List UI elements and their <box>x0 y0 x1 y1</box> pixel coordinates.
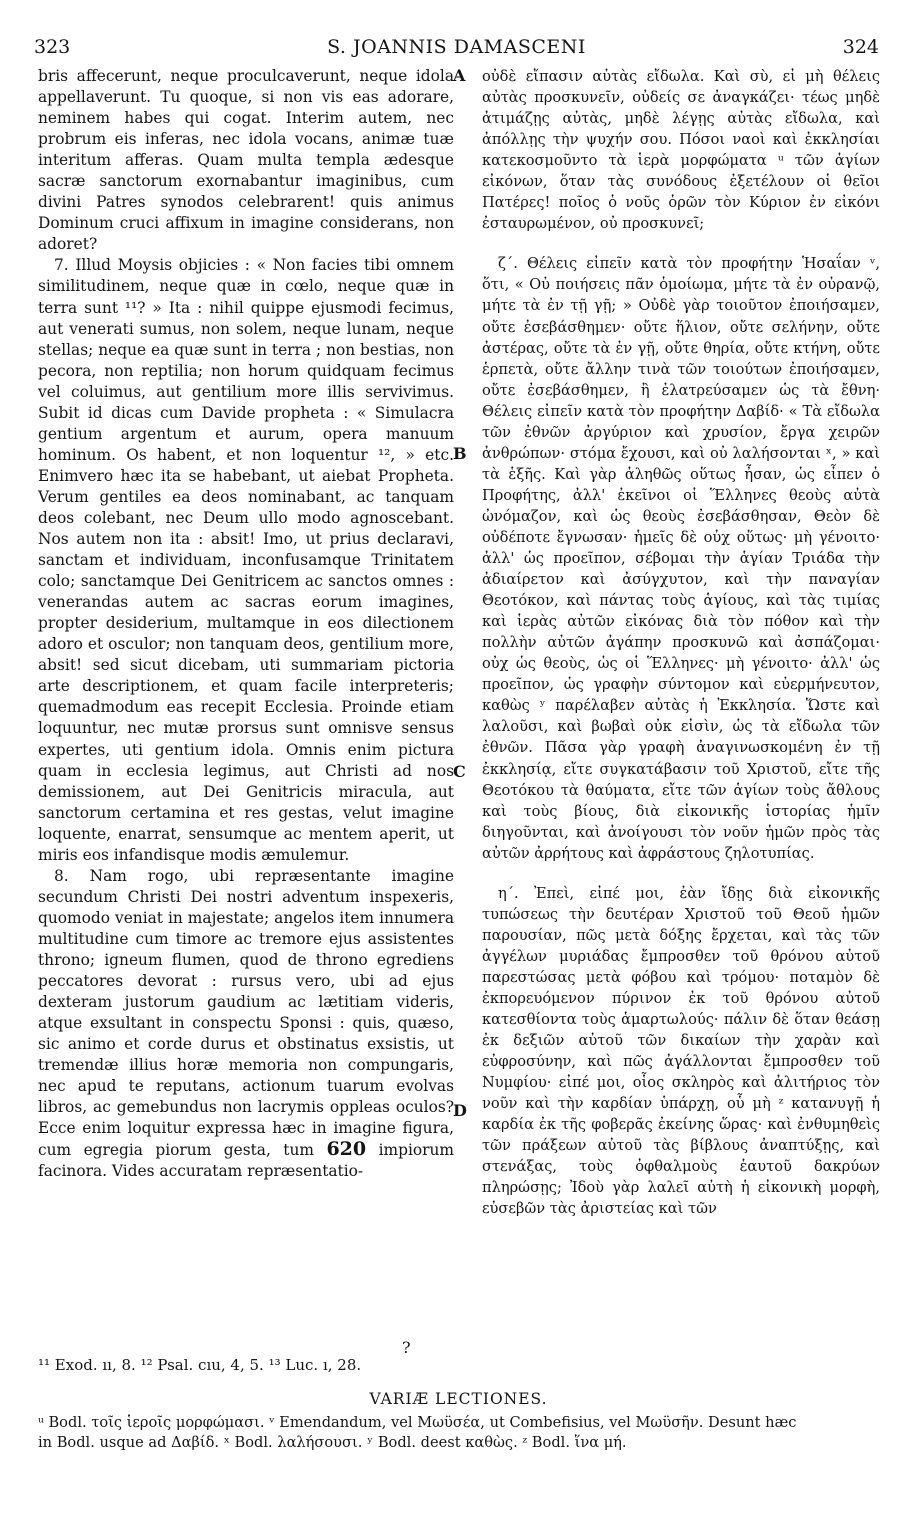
latin-paragraph-2: 7. Illud Moysis objicies : « Non facies tibi omnem similitudinem, neque quæ in cœlo, neque quæ in terra sunt ¹¹? » Ita : nihil quippe ejusmodi fecimus, aut venerati sumus, non solem, neque lunam, neque stellas; neque ea quæ sunt in terra ; non bestias, non pecora, non reptilia; non horum quidquam fecimus vel coluimus, aut gentilium more illis servivimus. Subit id dicas cum Davide propheta : « Simulacra gentium argentum et aurum, opera manuum hominum. Os habent, et non loquentur ¹², » etc. Enimvero hæc ita se habebant, ut aiebat Propheta. Verum gentiles ea deos nominabant, ac tanquam deos colebant, nec Deum ullo modo agnoscebant. Nos autem non ita : absit! Imo, ut prius declaravi, sanctam et individuam, inconfusamque Trinitatem colo; sanctamque Dei Genitricem ac sanctos omnes : venerandas autem ac sacras eorum imagines, propter desiderium, multamque in eos dilectionem adoro et osculor; non tanquam deos, gentilium more, absit! sed sicut dicebam, uti summariam pictoria arte descriptionem, et quam facile interpreteris; quemadmodum eas recepit Ecclesia. Proinde etiam loquuntur, nec mutæ prorsus sunt omnisve sensus expertes, uti gentium idola. Omnis enim pictura quam in ecclesia legimus, aut Christi ad nos demissionem, aut Dei Genitricis miracula, aut sanctorum certamina et res gestas, velut imagine loquente, enarrat, sensumque ac mentem aperit, ut miris eos infandisque modis æmulemur. <box>38 256 454 864</box>
margin-letter-c: C <box>453 762 466 781</box>
page-number-right: 324 <box>842 36 879 58</box>
greek-paragraph-3: η΄. Ἐπεὶ, εἰπέ μοι, ἐὰν ἴδῃς διὰ εἰκονικῆς τυπώσεως τὴν δευτέραν Χριστοῦ τοῦ Θεοῦ ἡμῶν παρουσίαν, πῶς μετὰ δόξης ἔρχεται, καὶ τὰς τῶν ἀγγέλων μυριάδας ἔμπροσθεν τοῦ θρόνου αὐτοῦ παρεστώσας μετὰ φόβου καὶ τρόμου· ποταμὸν δὲ ἐκπορευόμενον πύρινον ἐκ τοῦ θρόνου αὐτοῦ κατεσθίοντα τοὺς ἁμαρτωλούς· πάλιν δὲ ὅταν θεάσῃ ἐκ δεξιῶν αὐτοῦ τῶν δικαίων τὴν χαρὰν καὶ εὐφροσύνην, καὶ πῶς ἀγάλλονται ἔμπροσθεν τοῦ Νυμφίου· εἰπέ μοι, οἷος σκληρὸς καὶ ἀλιτήριος τὸν νοῦν καὶ τὴν καρδίαν ὑπάρχῃ, οὗ μὴ ᶻ κατανυγῇ ἡ καρδία ἐκ τῆς φοβερᾶς ἐκείνης ὥρας· καὶ ἐνθυμηθεὶς τῶν πράξεων αὐτοῦ τὰς βίβλους ἀναπτύξῃς, καὶ στενάξας, τοὺς ὀφθαλμοὺς ἑαυτοῦ δακρύων πληρώσῃς; Ἰδοὺ γὰρ λαλεῖ αὐτὴ ἡ εἰκονικὴ μορφὴ, εὐσεβῶν τὰς ἀριστείας καὶ τῶν <box>482 884 880 1218</box>
running-title: S. JOANNIS DAMASCENI <box>327 36 586 58</box>
greek-paragraph-1: οὐδὲ εἴπασιν αὐτὰς εἴδωλα. Καὶ σὺ, εἰ μὴ θέλεις αὐτὰς προσκυνεῖν, οὐδείς σε ἀναγκάζει· τέως μηδὲ ἀτιμάζῃς αὐτὰς, μηδὲ λέγῃς αὐτὰς εἴδωλα, καὶ ἀπόλλῃς τὴν ψυχήν σου. Πόσοι ναοὶ καὶ ἐκκλησίαι κατεκοσμοῦντο τὰ ἱερὰ μορφώματα ᵘ τῶν ἁγίων εἰκόνων, ὅταν τὰς συνόδους ἐξετέλουν οἱ θεῖοι Πατέρες! ποῖος ὁ νοῦς ὁρῶν τὸν Κύριον ἐν εἰκόνι ἐσταυρωμένον, οὐ προσκυνεῖ; <box>482 68 880 233</box>
greek-column <box>482 66 880 1219</box>
latin-paragraph-3-end: impiorum facinora. Vides accuratam repræsentatio- <box>38 1141 454 1181</box>
question-mark: ? <box>402 1338 411 1357</box>
latin-paragraph-1: bris affecerunt, neque proculcaverunt, neque idola appellaverunt. Tu quoque, si non vis eas adorare, neminem habes qui cogat. Interim autem, nec probrum eis inferas, nec idola vocans, animæ tuæ interitum afferas. Quam multa templa ædesque sacræ sanctorum exornabantur imaginibus, cum divini Patres synodos celebrarent! quis animus Dominum cruci affixum in imagine considerans, non adoret? <box>38 67 454 254</box>
footnotes: ¹¹ Exod. ıı, 8. ¹² Psal. cıu, 4, 5. ¹³ Luc. ı, 28. <box>38 1356 362 1374</box>
greek-paragraph-2: ζ΄. Θέλεις εἰπεῖν κατὰ τὸν προφήτην Ἡσαΐαν ᵛ, ὅτι, « Οὐ ποιήσεις πᾶν ὁμοίωμα, μήτε τὰ ἐν οὐρανῷ, μήτε τὰ ἐν τῇ γῇ; » Οὐδὲ γὰρ τοιοῦτον ἐποιήσαμεν, οὔτε ἐσεβάσθημεν· οὔτε ἥλιον, οὔτε σελήνην, οὔτε ἀστέρας, οὔτε τὰ ἐν γῇ, οὔτε θηρία, οὔτε κτήνη, οὔτε ἑρπετὰ, οὔτε ἄλλην τινὰ τῶν τοιούτων ἐποιήσαμεν, οὔτε ἐσεβάσθημεν, ἢ ἐλατρεύσαμεν ὡς τὰ ἔθνη· Θέλεις εἰπεῖν κατὰ τὸν προφήτην Δαβίδ· « Τὰ εἴδωλα τῶν ἐθνῶν ἀργύριον καὶ χρυσίον, ἔργα χειρῶν ἀνθρώπων· στόμα ἔχουσι, καὶ οὐ λαλήσονται ˣ, » καὶ τὰ ἑξῆς. Καὶ γὰρ ἀληθῶς οὕτως ἦσαν, ὡς εἶπεν ὁ Προφήτης, ἀλλ' ἐκεῖνοι οἱ Ἕλληνες θεοὺς αὐτὰ ὠνόμαζον, καὶ ὡς θεοὺς ἐσεβάσθησαν, Θεὸν δὲ οὐδέποτε ἔγνωσαν· ἡμεῖς δὲ οὐχ οὕτως· μὴ γένοιτο· ἀλλ' ὡς προεῖπον, σέβομαι τὴν ἁγίαν Τριάδα τὴν ἀδιαίρετον καὶ ἀσύγχυτον, καὶ τὴν παναγίαν Θεοτόκον, καὶ πάντας τοὺς ἁγίους, καὶ τὰς τιμίας καὶ ἱερὰς αὐτῶν εἰκόνας διὰ τὸν πόθον καὶ τὴν πολλὴν αὐτῶν ἀγάπην προσκυνῶ καὶ ἀσπάζομαι· οὐχ ὡς θεοὺς, ὡς οἱ Ἕλληνες· μὴ γένοιτο· ἀλλ' ὡς προεῖπον, ὡς γραφὴν σύντομον καὶ εὐερμήνευτον, καθὼς ʸ παρέλαβεν αὐτὰς ἡ Ἐκκλησία. Ὥστε καὶ λαλοῦσι, καὶ βωβαὶ οὐκ εἰσὶν, ὡς τὰ εἴδωλα τῶν ἐθνῶν. Πᾶσα γὰρ γραφὴ ἀναγινωσκομένη ἐν τῇ ἐκκλησίᾳ, εἴτε συγκατάβασιν τοῦ Χριστοῦ, εἴτε τῆς Θεοτόκου τὰ θαύματα, εἴτε τῶν ἁγίων τοὺς ἄθλους καὶ τοὺς βίους, διὰ εἰκονικῆς ἱστορίας ἡμῖν διηγοῦνται, καὶ ἀνοίγουσι τὸν νοῦν ἡμῶν πρὸς τὰς αὐτῶν ἀρρήτους καὶ ἀφράστους ζηλοτυπίας. <box>482 255 880 862</box>
margin-letter-a: A <box>453 66 466 85</box>
variae-lectiones-line-2: in Bodl. usque ad Δαβίδ. ˣ Bodl. λαλήσουσι. ʸ Bodl. deest καθὼς. ᶻ Bodl. ἵνα μή. <box>38 1434 627 1451</box>
margin-letter-b: B <box>453 444 467 463</box>
latin-paragraph-3-text: 8. Nam rogo, ubi repræsentante imagine secundum Christi Dei nostri adventum inspexeris, quomodo veniat in majestate; angelos item innumera multitudine cum timore ac tremore ejus assistentes throno; igneum flumen, quod de throno egrediens peccatores devorat : rursus vero, ubi ad ejus dexteram justorum gaudium ac lætitiam videris, atque exsultant in conspectu Sponsi : quis, quæso, sic animo et corde durus et obstinatus exsistis, ut tremendæ illius horæ memoria non compungaris, nec apud te reputans, actionum tuarum evolvas libros, ac gemebundus non lacrymis oppleas oculos? Ecce enim loquitur expressa hæc in imagine figura, cum egregia piorum gesta, tum <box>38 866 454 1160</box>
latin-column <box>38 66 454 1182</box>
page-number-left: 323 <box>34 36 71 58</box>
variae-lectiones-line-1: ᵘ Bodl. τοῖς ἱεροῖς μορφώμασι. ᵛ Emendandum, vel Μωϋσέα, ut Combefisius, vel Μωϋσῆν. Desunt hæc <box>38 1414 797 1431</box>
running-header <box>34 36 879 62</box>
latin-paragraph-3 <box>38 866 454 1183</box>
variae-lectiones-title: VARIÆ LECTIONES. <box>369 1390 548 1408</box>
margin-letter-d: D <box>453 1101 467 1120</box>
page-marker: 620 <box>326 1138 367 1161</box>
